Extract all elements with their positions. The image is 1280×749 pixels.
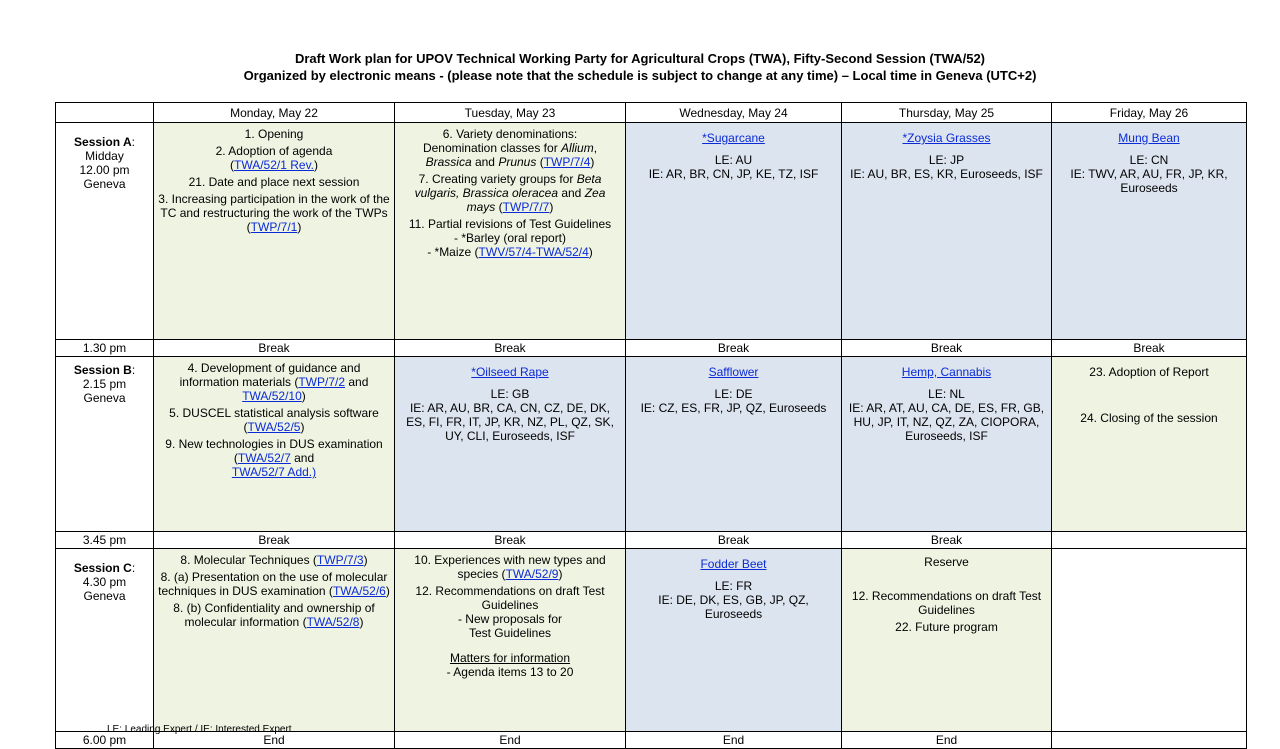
leading-expert: LE: DE <box>714 387 753 401</box>
footnote: LE: Leading Expert / IE: Interested Expert <box>107 724 292 735</box>
agenda-item: 24. Closing of the session <box>1080 411 1218 425</box>
doc-link[interactable]: TWA/52/9 <box>505 567 559 581</box>
time-label: 3.45 pm <box>56 532 154 549</box>
agenda-item: 4. Development of guidance and information materials (TWP/7/2 and TWA/52/10) <box>179 361 369 403</box>
agenda-item: 8. Molecular Techniques (TWP/7/3) <box>180 553 368 567</box>
agenda-item: 7. Creating variety groups for Beta vulgaris, Brassica oleracea and Zea mays (TWP/7/7) <box>414 172 606 214</box>
crop-link-fodder-beet[interactable]: Fodder Beet <box>700 557 767 571</box>
day-header-friday: Friday, May 26 <box>1052 103 1247 123</box>
session-a-name: Session A <box>74 135 132 149</box>
session-c-time-2: Geneva <box>83 589 126 603</box>
agenda-item: 9. New technologies in DUS examination (TWA/52/7 and TWA/52/7 Add.) <box>165 437 383 479</box>
matters-for-information: Matters for information <box>449 651 571 665</box>
wednesday-session-c <box>626 549 842 732</box>
tuesday-session-c <box>395 549 626 732</box>
session-b-time-2: Geneva <box>83 391 126 405</box>
friday-session-a <box>1052 123 1247 340</box>
agenda-item: 8. (a) Presentation on the use of molecular techniques in DUS examination (TWA/52/6) <box>158 570 390 598</box>
doc-link[interactable]: TWA/52/1 Rev. <box>233 158 315 172</box>
crop-link-oilseed-rape[interactable]: *Oilseed Rape <box>471 365 549 379</box>
agenda-item: 22. Future program <box>895 620 998 634</box>
day-header-monday: Monday, May 22 <box>154 103 395 123</box>
agenda-item: 5. DUSCEL statistical analysis software (TWA/52/5) <box>169 406 379 434</box>
agenda-item: 12. Recommendations on draft Test Guidelines <box>851 589 1042 617</box>
title-line-2: Organized by electronic means - (please note that the schedule is subject to change at any time) – Local time in Geneva (UTC+2) <box>243 68 1037 83</box>
title-line-1: Draft Work plan for UPOV Technical Working Party for Agricultural Crops (TWA), Fifty-Second Session (TWA/52) <box>294 51 986 66</box>
break-cell: Break <box>154 532 395 549</box>
monday-session-a <box>154 123 395 340</box>
agenda-item: Reserve <box>924 555 969 569</box>
monday-session-b <box>154 357 395 532</box>
agenda-item: 12. Recommendations on draft Test Guidelines - New proposals for Test Guidelines <box>415 584 605 640</box>
end-cell: End <box>626 732 842 749</box>
time-label: 1.30 pm <box>56 340 154 357</box>
leading-expert: LE: FR <box>714 579 753 593</box>
doc-link[interactable]: TWV/57/4-TWA/52/4 <box>478 245 589 259</box>
crop-link-mung-bean[interactable]: Mung Bean <box>1118 131 1180 145</box>
session-c-time-1: 4.30 pm <box>82 575 127 589</box>
leading-expert: LE: GB <box>490 387 530 401</box>
agenda-item: 6. Variety denominations: Denomination classes for Allium, Brassica and Prunus (TWP/7/4) <box>422 127 598 169</box>
break-cell: Break <box>154 340 395 357</box>
interested-experts: IE: TWV, AR, AU, FR, JP, KR, Euroseeds <box>1070 167 1228 195</box>
break-cell: Break <box>626 532 842 549</box>
session-c-label: Session C: 4.30 pm Geneva <box>56 549 154 732</box>
interested-experts: IE: DE, DK, ES, GB, JP, QZ, Euroseeds <box>658 593 809 621</box>
break-cell: Break <box>842 532 1052 549</box>
doc-link[interactable]: TWP/7/3 <box>316 553 364 567</box>
agenda-item: - Agenda items 13 to 20 <box>446 665 574 679</box>
leading-expert: LE: CN <box>1129 153 1169 167</box>
break-cell: Break <box>395 532 626 549</box>
doc-link[interactable]: TWP/7/7 <box>502 200 550 214</box>
crop-link-hemp-cannabis[interactable]: Hemp, Cannabis <box>901 365 992 379</box>
monday-session-c <box>154 549 395 732</box>
interested-experts: IE: AU, BR, ES, KR, Euroseeds, ISF <box>850 167 1043 181</box>
agenda-item: 1. Opening <box>244 127 304 141</box>
end-cell: End <box>154 732 395 749</box>
session-b-label: Session B: 2.15 pm Geneva <box>56 357 154 532</box>
agenda-item: 23. Adoption of Report <box>1089 365 1209 379</box>
agenda-item: 11. Partial revisions of Test Guidelines - *Barley (oral report) - *Maize (TWV/57/4-TWA/52/4) <box>408 217 612 259</box>
session-b-row <box>56 357 1247 532</box>
header-corner <box>56 103 154 123</box>
crop-link-zoysia[interactable]: *Zoysia Grasses <box>902 131 991 145</box>
doc-link[interactable]: TWP/7/2 <box>298 375 346 389</box>
break-cell: Break <box>395 340 626 357</box>
session-a-time-3: Geneva <box>83 177 126 191</box>
session-b-name: Session B <box>73 363 132 377</box>
tuesday-session-a <box>395 123 626 340</box>
agenda-item: 8. (b) Confidentiality and ownership of molecular information (TWA/52/8) <box>173 601 375 629</box>
session-a-row <box>56 123 1247 340</box>
header-row <box>56 103 1247 123</box>
day-header-thursday: Thursday, May 25 <box>842 103 1052 123</box>
tuesday-session-b <box>395 357 626 532</box>
session-c-name: Session C <box>73 561 132 575</box>
interested-experts: IE: CZ, ES, FR, JP, QZ, Euroseeds <box>640 401 827 415</box>
wednesday-session-a <box>626 123 842 340</box>
doc-link[interactable]: TWA/52/7 <box>237 451 291 465</box>
work-plan-table <box>55 102 1247 749</box>
day-header-wednesday: Wednesday, May 24 <box>626 103 842 123</box>
agenda-item: 21. Date and place next session <box>188 175 360 189</box>
session-a-time-2: 12.00 pm <box>79 163 130 177</box>
time-label: 6.00 pm <box>56 732 154 749</box>
break-cell: Break <box>1052 340 1247 357</box>
end-cell: End <box>842 732 1052 749</box>
document-title <box>0 50 1280 84</box>
leading-expert: LE: AU <box>714 153 753 167</box>
break-row-1 <box>56 340 1247 357</box>
thursday-session-c <box>842 549 1052 732</box>
interested-experts: IE: AR, BR, CN, JP, KE, TZ, ISF <box>648 167 819 181</box>
leading-expert: LE: JP <box>928 153 965 167</box>
break-row-2 <box>56 532 1247 549</box>
doc-link[interactable]: TWA/52/7 Add.) <box>231 465 317 479</box>
session-a-time-1: Midday <box>85 149 124 163</box>
friday-session-c <box>1052 549 1247 732</box>
wednesday-session-b <box>626 357 842 532</box>
doc-link[interactable]: TWA/52/10 <box>242 389 302 403</box>
doc-link[interactable]: TWP/7/1 <box>250 220 298 234</box>
friday-session-b <box>1052 357 1247 532</box>
session-a-label: Session A: Midday 12.00 pm Geneva <box>56 123 154 340</box>
session-c-row <box>56 549 1247 732</box>
session-b-time-1: 2.15 pm <box>82 377 127 391</box>
break-cell: Break <box>842 340 1052 357</box>
doc-link[interactable]: TWA/52/8 <box>306 615 360 629</box>
doc-link[interactable]: TWP/7/4 <box>543 155 591 169</box>
doc-link[interactable]: TWA/52/6 <box>332 584 386 598</box>
crop-link-safflower[interactable]: Safflower <box>708 365 759 379</box>
empty-cell <box>1052 532 1247 549</box>
agenda-item: 3. Increasing participation in the work of the TC and restructuring the work of the TWPs (TWP/7/1) <box>158 192 390 234</box>
thursday-session-b <box>842 357 1052 532</box>
agenda-item: 2. Adoption of agenda (TWA/52/1 Rev.) <box>215 144 333 172</box>
interested-experts: IE: AR, AT, AU, CA, DE, ES, FR, GB, HU, JP, IT, NZ, QZ, ZA, CIOPORA, Euroseeds, ISF <box>848 401 1045 443</box>
day-header-tuesday: Tuesday, May 23 <box>395 103 626 123</box>
doc-link[interactable]: TWA/52/5 <box>247 420 301 434</box>
crop-link-sugarcane[interactable]: *Sugarcane <box>702 131 765 145</box>
leading-expert: LE: NL <box>928 387 965 401</box>
thursday-session-a <box>842 123 1052 340</box>
break-cell: Break <box>626 340 842 357</box>
empty-cell <box>1052 732 1247 749</box>
agenda-item: 10. Experiences with new types and species (TWA/52/9) <box>414 553 606 581</box>
end-cell: End <box>395 732 626 749</box>
interested-experts: IE: AR, AU, BR, CA, CN, CZ, DE, DK, ES, FI, FR, IT, JP, KR, NZ, PL, QZ, SK, UY, CLI, Euroseeds, ISF <box>406 401 614 443</box>
